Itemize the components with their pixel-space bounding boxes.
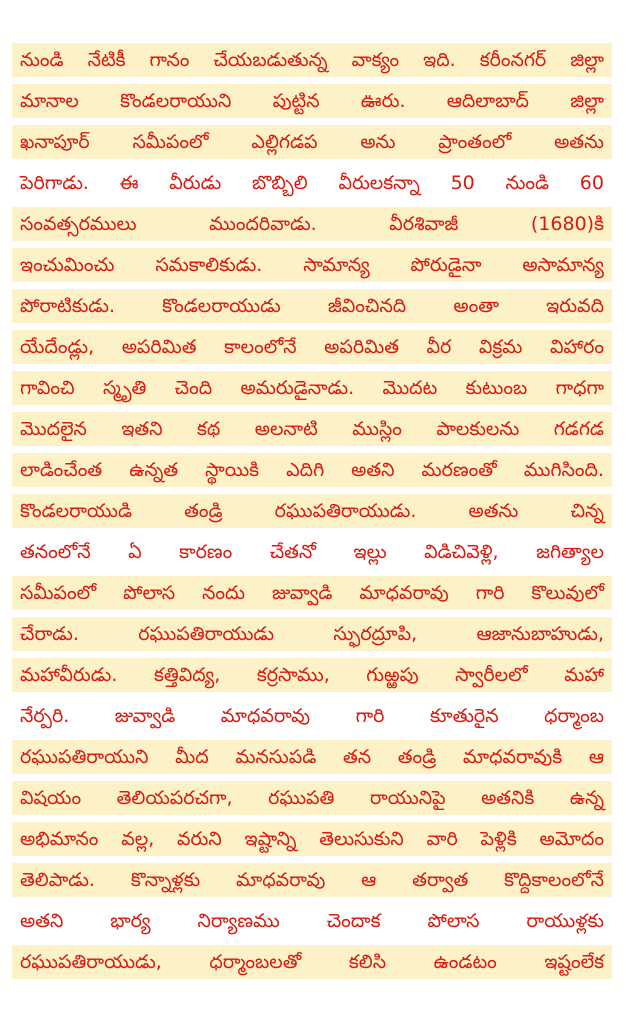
text-line-11: లాడించేంత ఉన్నత స్థాయికి ఎదిగి అతని మరణంతో ముగిసింది. xyxy=(12,453,612,487)
text-line-6: ఇంచుమించు సమకాలికుడు. సామాన్య పోరుడైనా అసామాన్య xyxy=(12,248,612,282)
text-line-1: నుండి నేటికీ గానం చేయబడుతున్న వాక్యం ఇది. కరీంనగర్ జిల్లా xyxy=(12,43,612,77)
text-line-20: అభిమానం వల్ల, వరుని ఇష్టాన్ని తెలుసుకుని వారి పెళ్లికి అమోదం xyxy=(12,822,612,856)
text-line-15: చేరాడు. రఘుపతిరాయుడు స్ఫురద్రూపి, ఆజానుబాహుడు, xyxy=(12,617,612,651)
text-line-7: పోరాటికుడు. కొండలరాయుడు జీవించినది అంతా ఇరువది xyxy=(12,289,612,323)
text-line-13: తనంలోనే ఏ కారణం చేతనో ఇల్లు విడిచివెళ్లి, జగిత్యాల xyxy=(12,535,612,569)
text-line-9: గావించి స్మృతి చెంది అమరుడైనాడు. మొదట కుటుంబ గాధగా xyxy=(12,371,612,405)
text-line-18: రఘుపతిరాయుని మీద మనసుపడి తన తండ్రి మాధవరావుకి ఆ xyxy=(12,740,612,774)
text-line-8: యేదేండ్లు, అపరిమిత కాలంలోనే అపరిమిత వీర విక్రమ విహారం xyxy=(12,330,612,364)
text-line-10: మొదలైన ఇతని కథ అలనాటి ముస్లిం పాలకులను గడగడ xyxy=(12,412,612,446)
text-line-14: సమీపంలో పోలాస నందు జువ్వాడి మాధవరావు గారి కొలువులో xyxy=(12,576,612,610)
text-line-4: పెరిగాడు. ఈ వీరుడు బొబ్బిలి వీరులకన్నా 50 నుండి 60 xyxy=(12,166,612,200)
text-line-17: నేర్పరి. జువ్వాడి మాధవరావు గారి కూతురైన ధర్మాంబ xyxy=(12,699,612,733)
text-line-22: అతని భార్య నిర్యాణము చెందాక పోలాస రాయుళ్లకు xyxy=(12,904,612,938)
text-line-12: కొండలరాయుడి తండ్రి రఘుపతిరాయుడు. అతను చిన్న xyxy=(12,494,612,528)
text-line-3: ఖనాపూర్ సమీపంలో ఎల్లిగడప అను ప్రాంతంలో అతను xyxy=(12,125,612,159)
text-line-19: విషయం తెలియపరచగా, రఘుపతి రాయునిపై అతనికి ఉన్న xyxy=(12,781,612,815)
text-line-23: రఘుపతిరాయుడు, ధర్మాంబలతో కలిసి ఉండటం ఇష్టంలేక xyxy=(12,945,612,979)
text-line-2: మానాల కొండలరాయుని పుట్టిన ఊరు. ఆదిలాబాద్ జిల్లా xyxy=(12,84,612,118)
text-line-16: మహావీరుడు. కత్తివిద్య, కర్రసాము, గుఱ్ఱపు స్వారీలలో మహా xyxy=(12,658,612,692)
text-line-5: సంవత్సరములు ముందరివాడు. వీరశివాజీ (1680)కి xyxy=(12,207,612,241)
text-line-21: తెలిపాడు. కొన్నాళ్లకు మాధవరావు ఆ తర్వాత కొద్దికాలంలోనే xyxy=(12,863,612,897)
